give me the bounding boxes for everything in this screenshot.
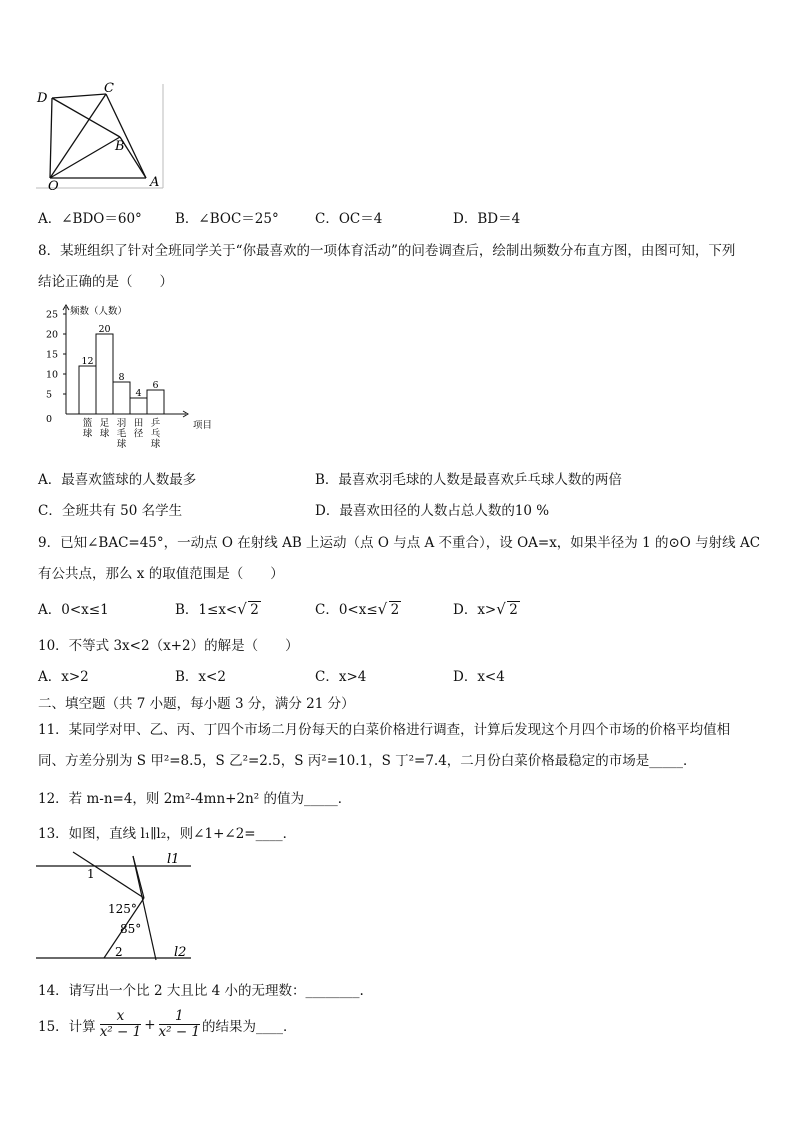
label-O: O bbox=[48, 179, 59, 192]
q9-stem-line1: 9．已知∠BAC=45°，一动点 O 在射线 AB 上运动（点 O 与点 A 不重合），设 OA=x，如果半径为 1 的⊙O 与射线 AC bbox=[38, 535, 761, 551]
q8-stem-line2: 结论正确的是（ ） bbox=[38, 274, 173, 290]
q8-option-a: A．最喜欢篮球的人数最多 bbox=[38, 472, 197, 488]
bar-data-label: 20 bbox=[98, 324, 111, 335]
q7-option-a: A．∠BDO＝60° bbox=[38, 211, 142, 227]
q7-option-c: C．OC＝4 bbox=[315, 211, 383, 227]
q15-fraction-2: $\frac{1}{\text{x² − 1}}$ bbox=[158, 1008, 201, 1040]
q10-option-c: C．x>4 bbox=[315, 669, 367, 685]
q15-stem: 15．计算 $\frac{x}{\text{x² − 1}}$ + $\frac{1}{\text{x² − 1}}$ 的结果为____． bbox=[38, 1008, 297, 1040]
q9-option-d: D．x>√ 2 bbox=[453, 600, 518, 618]
label-l2: l2 bbox=[174, 945, 187, 960]
y-tick-label: 0 bbox=[46, 414, 53, 425]
label-A: A bbox=[150, 175, 160, 190]
q10-option-b: B．x<2 bbox=[175, 669, 226, 685]
bar bbox=[147, 390, 164, 414]
q10-option-d: D．x<4 bbox=[453, 669, 505, 685]
q8-option-b: B．最喜欢羽毛球的人数是最喜欢乒乓球人数的两倍 bbox=[315, 472, 622, 488]
label-l1: l1 bbox=[167, 852, 180, 867]
bar bbox=[96, 334, 113, 414]
q9-option-a: A．0<x≤1 bbox=[38, 602, 109, 618]
category-label: 球 bbox=[116, 439, 127, 450]
bar bbox=[79, 366, 96, 414]
category-label: 球 bbox=[99, 428, 110, 440]
label-angle1: 1 bbox=[87, 867, 95, 881]
q9-stem-line2: 有公共点，那么 x 的取值范围是（ ） bbox=[38, 566, 284, 582]
y-tick-label: 15 bbox=[46, 349, 59, 361]
q10-option-a: A．x>2 bbox=[38, 669, 89, 685]
category-label: 球 bbox=[82, 428, 93, 440]
section2-heading: 二、填空题（共 7 小题，每小题 3 分，满分 21 分） bbox=[38, 696, 355, 712]
category-label: 乓 bbox=[150, 428, 161, 440]
label-85: 85° bbox=[120, 922, 142, 936]
q8-stem-line1: 8．某班组织了针对全班同学关于“你最喜欢的一项体育活动”的问卷调查后，绘制出频数分布直方图，由图可知，下列 bbox=[38, 243, 736, 259]
q8-histogram bbox=[36, 302, 221, 460]
bar-data-label: 12 bbox=[81, 356, 94, 367]
label-angle2: 2 bbox=[115, 945, 123, 959]
bar-data-label: 8 bbox=[118, 372, 125, 383]
q13-stem: 13．如图，直线 l₁∥l₂，则∠1+∠2=____． bbox=[38, 826, 297, 842]
q9-option-c: C．0<x≤√ 2 bbox=[315, 600, 400, 618]
label-B: B bbox=[115, 139, 125, 154]
category-label: 羽 bbox=[116, 418, 127, 429]
q10-stem: 10．不等式 3x<2（x+2）的解是（ ） bbox=[38, 638, 299, 654]
label-125: 125° bbox=[108, 902, 137, 916]
q8-option-c: C．全班共有 50 名学生 bbox=[38, 503, 183, 519]
q15-fraction-1: $\frac{x}{\text{x² − 1}}$ bbox=[99, 1008, 142, 1040]
category-label: 足 bbox=[99, 418, 110, 429]
category-label: 毛 bbox=[116, 428, 127, 440]
q11-stem-line2: 同、方差分别为 S 甲²=8.5，S 乙²=2.5，S 丙²=10.1，S 丁²=7.4，二月份白菜价格最稳定的市场是_____． bbox=[38, 753, 697, 769]
q14-stem: 14．请写出一个比 2 大且比 4 小的无理数：________. bbox=[38, 983, 364, 999]
label-D: D bbox=[37, 91, 48, 106]
q8-option-d: D．最喜欢田径的人数占总人数的10 % bbox=[315, 503, 550, 519]
y-tick-label: 5 bbox=[46, 389, 53, 401]
q12-stem: 12．若 m-n=4，则 2m²-4mn+2n² 的值为_____． bbox=[38, 791, 352, 807]
q13-parallel-lines-figure bbox=[36, 848, 194, 964]
label-C: C bbox=[104, 82, 114, 96]
q11-stem-line1: 11．某同学对甲、乙、丙、丁四个市场二月份每天的白菜价格进行调查，计算后发现这个月四个市场的价格平均值相 bbox=[38, 722, 731, 738]
y-tick-label: 20 bbox=[46, 329, 59, 341]
q7-option-d: D．BD＝4 bbox=[453, 211, 521, 227]
bar-data-label: 6 bbox=[152, 380, 159, 391]
sqrt-icon: √ bbox=[377, 600, 388, 618]
q7-geometry-figure bbox=[34, 82, 166, 192]
sqrt-icon: √ bbox=[237, 600, 247, 618]
category-label: 田 bbox=[133, 418, 144, 429]
y-tick-label: 10 bbox=[46, 369, 59, 381]
category-label: 径 bbox=[133, 428, 144, 440]
category-label: 球 bbox=[150, 439, 161, 450]
bar-data-label: 4 bbox=[135, 388, 142, 399]
q9-option-b: B．1≤x<√ 2 bbox=[175, 600, 259, 618]
category-label: 篮 bbox=[82, 418, 93, 429]
bar bbox=[130, 398, 147, 414]
sqrt-icon: √ bbox=[496, 600, 506, 618]
category-label: 乒 bbox=[150, 418, 161, 429]
y-tick-label: 25 bbox=[46, 309, 59, 321]
q7-option-b: B．∠BOC＝25° bbox=[175, 211, 279, 227]
y-axis-label: 频数（人数） bbox=[70, 306, 128, 317]
bar bbox=[113, 382, 130, 414]
x-axis-label: 项目 bbox=[193, 420, 213, 431]
